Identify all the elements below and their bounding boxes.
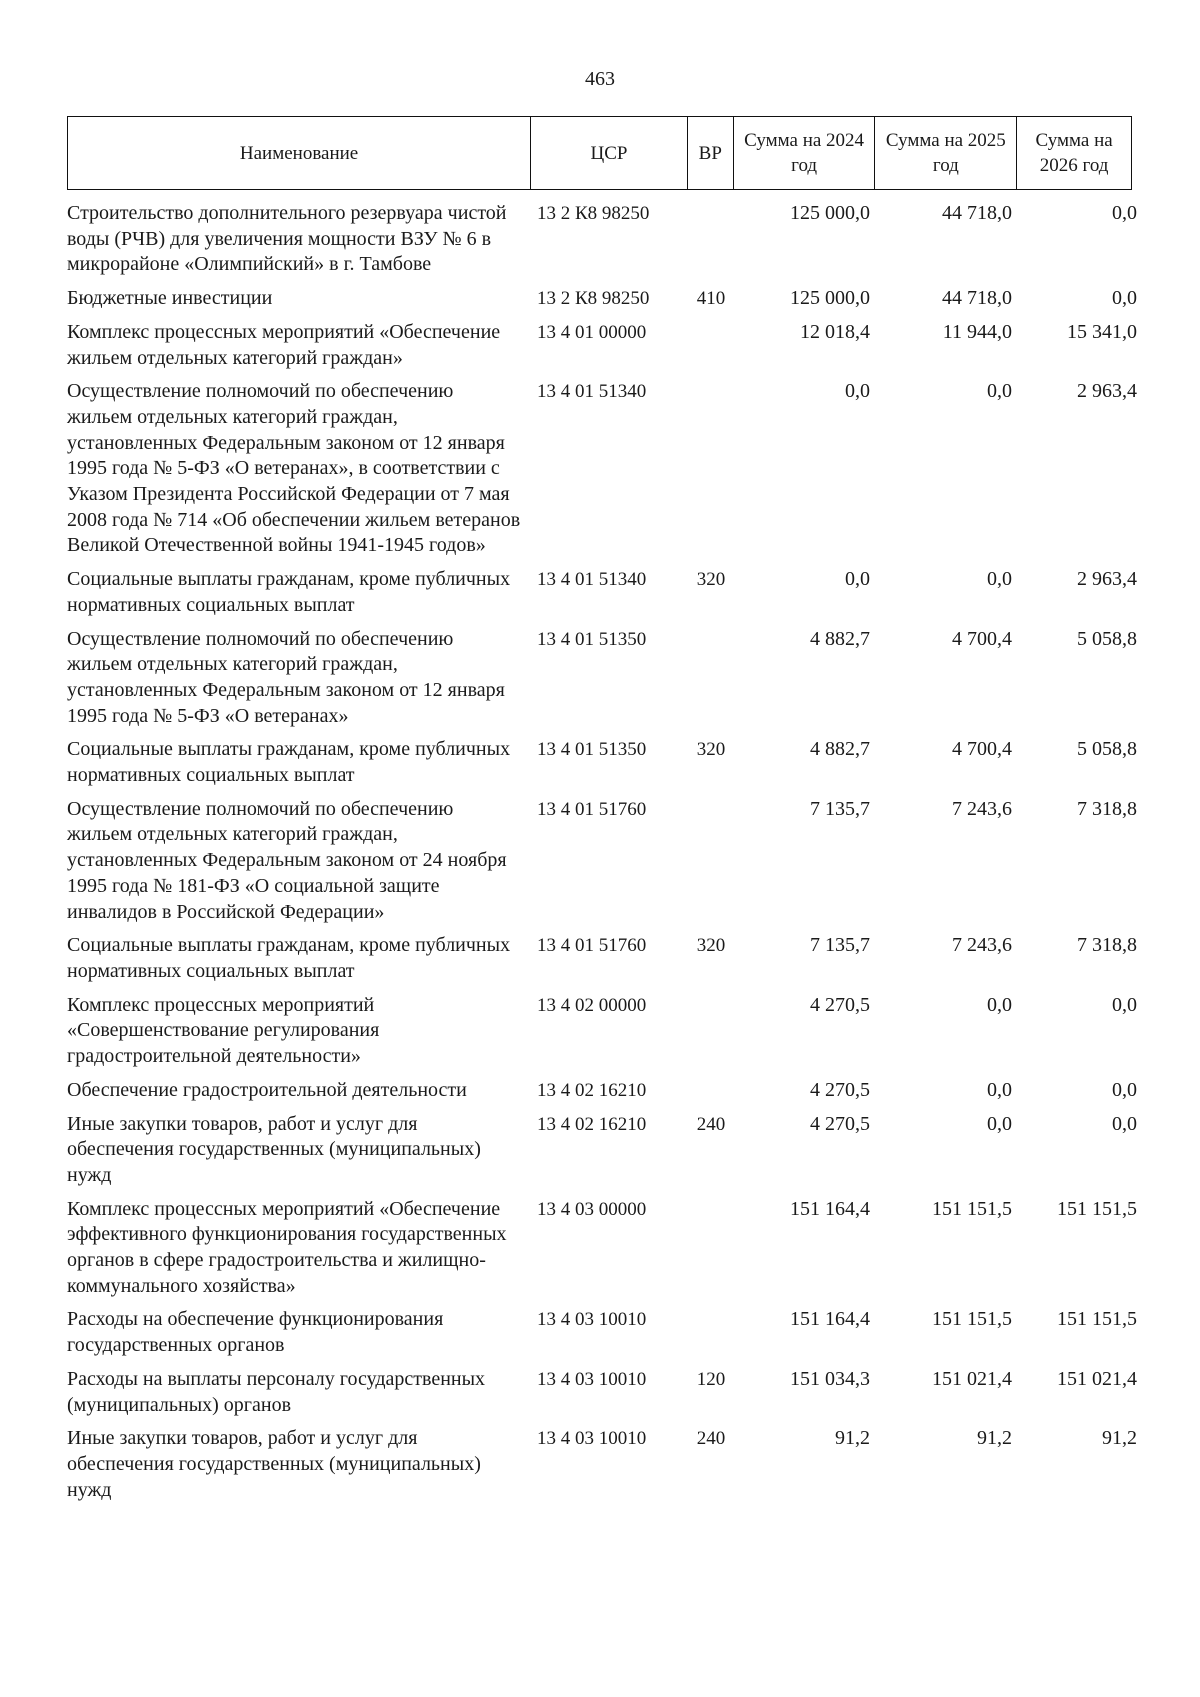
row-sum-2026: 7 318,8	[1077, 797, 1137, 820]
row-name: Комплекс процессных мероприятий «Обеспечение эффективного функционирования государственных органов в сфере градостроительства и жилищно-коммунального хозяйства»	[67, 1197, 507, 1297]
row-csr: 13 4 02 16210	[537, 1113, 647, 1135]
row-csr: 13 4 03 10010	[537, 1309, 647, 1331]
row-name: Расходы на обеспечение функционирования государственных органов	[67, 1308, 444, 1357]
row-sum-2026: 0,0	[1112, 287, 1137, 310]
row-sum-2025: 151 021,4	[932, 1367, 1012, 1390]
row-name: Социальные выплаты гражданам, кроме публичных нормативных социальных выплат	[67, 738, 511, 787]
row-sum-2025: 0,0	[987, 1112, 1012, 1135]
table-row	[67, 627, 1137, 730]
table-row	[67, 1197, 1137, 1300]
table-row	[67, 993, 1137, 1070]
row-sum-2025: 7 243,6	[952, 934, 1012, 957]
row-name: Социальные выплаты гражданам, кроме публичных нормативных социальных выплат	[67, 568, 511, 616]
row-name: Осуществление полномочий по обеспечению жильем отдельных категорий граждан, установленных Федеральным законом от 24 ноября 1995 года № 181-ФЗ «О социальной защите инвалидов в Российской Федерации»	[67, 797, 507, 923]
table-row	[67, 286, 1137, 312]
row-sum-2025: 0,0	[987, 380, 1012, 403]
row-sum-2025: 0,0	[987, 1078, 1012, 1101]
row-name: Бюджетные инвестиции	[67, 287, 273, 310]
table-row	[67, 1307, 1137, 1358]
row-sum-2026: 0,0	[1112, 1078, 1137, 1101]
table-row	[67, 1112, 1137, 1189]
row-sum-2024: 151 164,4	[790, 1308, 870, 1331]
row-sum-2026: 151 151,5	[1057, 1197, 1137, 1220]
header-name: Наименование	[68, 117, 531, 189]
row-sum-2025: 44 718,0	[942, 202, 1012, 224]
row-vr	[688, 320, 734, 371]
row-sum-2026: 0,0	[1112, 202, 1137, 224]
row-sum-2026: 151 151,5	[1057, 1308, 1137, 1331]
table-row	[67, 1078, 1137, 1104]
row-csr: 13 4 03 00000	[537, 1198, 647, 1220]
row-sum-2025: 11 944,0	[942, 320, 1012, 343]
row-csr: 13 4 03 10010	[537, 1428, 647, 1450]
row-sum-2024: 151 164,4	[790, 1197, 870, 1220]
row-vr: 240	[696, 1428, 726, 1450]
header-csr: ЦСР	[531, 117, 688, 189]
row-vr: 320	[696, 569, 726, 591]
row-csr: 13 2 К8 98250	[537, 203, 650, 224]
row-csr: 13 4 02 00000	[537, 994, 647, 1016]
row-sum-2025: 151 151,5	[932, 1197, 1012, 1220]
row-sum-2025: 91,2	[977, 1427, 1012, 1450]
table-body	[67, 201, 1137, 1511]
row-name: Расходы на выплаты персоналу государственных (муниципальных) органов	[67, 1367, 486, 1416]
row-sum-2024: 0,0	[845, 568, 870, 591]
row-sum-2024: 0,0	[845, 380, 870, 403]
row-csr: 13 4 01 51340	[537, 569, 647, 591]
row-sum-2026: 5 058,8	[1077, 627, 1137, 650]
row-csr: 13 4 01 51760	[537, 935, 647, 957]
row-sum-2026: 0,0	[1112, 993, 1137, 1016]
row-vr	[688, 201, 734, 278]
row-sum-2026: 5 058,8	[1077, 738, 1137, 761]
row-sum-2025: 151 151,5	[932, 1308, 1012, 1331]
row-sum-2024: 125 000,0	[790, 202, 870, 224]
row-sum-2025: 0,0	[987, 568, 1012, 591]
row-vr	[688, 1307, 734, 1358]
table-row	[67, 933, 1137, 984]
row-sum-2024: 4 882,7	[810, 627, 870, 650]
row-vr	[688, 797, 734, 926]
row-vr: 410	[696, 288, 726, 310]
row-sum-2024: 4 270,5	[810, 1112, 870, 1135]
row-sum-2024: 7 135,7	[810, 797, 870, 820]
row-sum-2024: 4 270,5	[810, 993, 870, 1016]
row-sum-2024: 151 034,3	[790, 1367, 870, 1390]
row-sum-2024: 12 018,4	[800, 320, 870, 343]
row-vr: 240	[696, 1113, 726, 1135]
row-vr	[688, 993, 734, 1070]
row-csr: 13 4 01 51760	[537, 798, 647, 820]
table-header	[67, 116, 1132, 190]
row-sum-2024: 7 135,7	[810, 934, 870, 957]
table-row	[67, 1426, 1137, 1503]
table-row	[67, 567, 1137, 618]
row-sum-2024: 4 882,7	[810, 738, 870, 761]
row-name: Осуществление полномочий по обеспечению жильем отдельных категорий граждан, установленных Федеральным законом от 12 января 1995 года № 5-ФЗ «О ветеранах», в соответствии с Указом Президента Российской Федерации от 7 мая 2008 года № 714 «Об обеспечении жильем ветеранов Великой Отечественной войны 1941-1945 годов»	[67, 380, 521, 557]
row-csr: 13 4 01 51350	[537, 628, 647, 650]
row-sum-2026: 91,2	[1102, 1427, 1137, 1450]
row-vr	[688, 627, 734, 730]
row-vr	[688, 1078, 734, 1104]
row-sum-2025: 44 718,0	[942, 287, 1012, 310]
row-vr	[688, 1197, 734, 1300]
header-vr: ВР	[688, 117, 734, 189]
row-name: Комплекс процессных мероприятий «Обеспечение жильем отдельных категорий граждан»	[67, 320, 501, 369]
row-sum-2024: 91,2	[835, 1427, 870, 1450]
row-sum-2025: 0,0	[987, 993, 1012, 1016]
row-vr: 320	[696, 935, 726, 957]
table-row	[67, 797, 1137, 926]
table-row	[67, 379, 1137, 559]
row-vr: 320	[696, 739, 726, 761]
table-row	[67, 201, 1137, 278]
row-sum-2026: 2 963,4	[1077, 380, 1137, 403]
header-sum-2025: Сумма на 2025 год	[875, 117, 1017, 189]
row-sum-2026: 15 341,0	[1067, 320, 1137, 343]
row-csr: 13 4 01 00000	[537, 321, 647, 343]
row-vr: 120	[696, 1368, 726, 1390]
row-sum-2026: 2 963,4	[1077, 568, 1137, 591]
row-sum-2025: 4 700,4	[952, 627, 1012, 650]
header-sum-2024: Сумма на 2024 год	[734, 117, 876, 189]
row-sum-2024: 125 000,0	[790, 287, 870, 310]
table-row	[67, 320, 1137, 371]
row-name: Социальные выплаты гражданам, кроме публичных нормативных социальных выплат	[67, 934, 511, 982]
row-name: Иные закупки товаров, работ и услуг для обеспечения государственных (муниципальных) нужд	[67, 1112, 481, 1186]
row-name: Обеспечение градостроительной деятельности	[67, 1078, 467, 1101]
row-sum-2025: 7 243,6	[952, 797, 1012, 820]
table-row	[67, 737, 1137, 788]
page-number: 463	[585, 68, 615, 90]
row-name: Строительство дополнительного резервуара чистой воды (РЧВ) для увеличения мощности ВЗУ № 6 в микрорайоне «Олимпийский» в г. Тамбове	[67, 202, 507, 276]
row-csr: 13 4 02 16210	[537, 1079, 647, 1101]
row-sum-2026: 151 021,4	[1057, 1367, 1137, 1390]
row-sum-2024: 4 270,5	[810, 1078, 870, 1101]
row-name: Осуществление полномочий по обеспечению жильем отдельных категорий граждан, установленных Федеральным законом от 12 января 1995 года № 5-ФЗ «О ветеранах»	[67, 627, 505, 727]
table-row	[67, 1367, 1137, 1418]
row-name: Иные закупки товаров, работ и услуг для обеспечения государственных (муниципальных) нужд	[67, 1427, 481, 1501]
row-vr	[688, 379, 734, 559]
row-sum-2026: 7 318,8	[1077, 934, 1137, 957]
row-sum-2026: 0,0	[1112, 1112, 1137, 1135]
row-csr: 13 2 К8 98250	[537, 288, 650, 310]
row-csr: 13 4 01 51340	[537, 381, 647, 403]
header-sum-2026: Сумма на 2026 год	[1035, 130, 1113, 176]
row-csr: 13 4 03 10010	[537, 1368, 647, 1390]
row-csr: 13 4 01 51350	[537, 739, 647, 761]
row-sum-2025: 4 700,4	[952, 738, 1012, 761]
row-name: Комплекс процессных мероприятий «Совершенствование регулирования градостроительной деятельности»	[67, 993, 380, 1068]
